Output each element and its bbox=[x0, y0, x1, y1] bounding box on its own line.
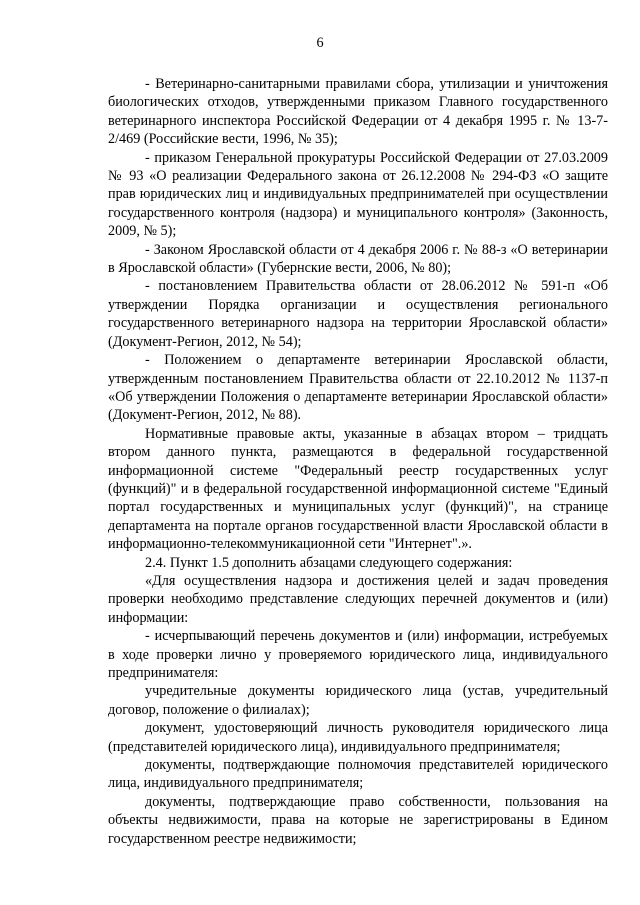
paragraph: - постановлением Правительства области от 28.06.2012 № 591-п «Об утверждении Порядка организации и осуществления регионального государственного ветеринарного надзора на территории Ярославской области» (Документ-Регион, 2012, № 54); bbox=[108, 278, 608, 350]
paragraph: - приказом Генеральной прокуратуры Российской Федерации от 27.03.2009 № 93 «О реализации Федерального закона от 26.12.2008 № 294-ФЗ «О защите прав юридических лиц и индивидуальных предпринимателей при осуществлении государственного контроля (надзора) и муниципального контроля» (Законность, 2009, № 5); bbox=[108, 149, 608, 240]
paragraph: документы, подтверждающие право собственности, пользования на объекты недвижимости, права на которые не зарегистрированы в Едином государственном реестре недвижимости; bbox=[108, 793, 608, 847]
paragraph: «Для осуществления надзора и достижения целей и задач проведения проверки необходимо представление следующих перечней документов и (или) информации: bbox=[108, 572, 608, 626]
paragraph: - Положением о департаменте ветеринарии Ярославской области, утвержденным постановлением Правительства области от 22.10.2012 № 1137-п «Об утверждении Положения о департаменте ветеринарии Ярославской области» (Документ-Регион, 2012, № 88). bbox=[108, 352, 608, 424]
paragraph: - Законом Ярославской области от 4 декабря 2006 г. № 88-з «О ветеринарии в Ярославской области» (Губернские вести, 2006, № 80); bbox=[108, 241, 608, 277]
paragraph: документ, удостоверяющий личность руководителя юридического лица (представителей юридического лица), индивидуального предпринимателя; bbox=[108, 720, 608, 755]
paragraph: - исчерпывающий перечень документов и (или) информации, истребуемых в ходе проверки лично у проверяемого юридического лица, индивидуального предпринимателя: bbox=[108, 628, 608, 681]
paragraph: документы, подтверждающие полномочия представителей юридического лица, индивидуального предпринимателя; bbox=[108, 757, 608, 792]
paragraph: Нормативные правовые акты, указанные в абзацах втором – тридцать втором данного пункта, размещаются в федеральной государственной информационной системе "Федеральный реестр государственных услуг (функций)" и в федеральной государственной информационной системе "Единый портал государственных и муниципальных услуг (функций)", на странице департамента на портале органов государственной власти Ярославской области в информационно-телекоммуникационной сети "Интернет".». bbox=[108, 425, 608, 553]
document-body bbox=[108, 75, 608, 848]
paragraph: 2.4. Пункт 1.5 дополнить абзацами следующего содержания: bbox=[145, 554, 513, 571]
paragraph: учредительные документы юридического лица (устав, учредительный договор, положение о филиалах); bbox=[108, 683, 608, 718]
page-number: 6 bbox=[316, 35, 324, 51]
paragraph: - Ветеринарно-санитарными правилами сбора, утилизации и уничтожения биологических отходов, утвержденными приказом Главного государственного ветеринарного инспектора Российской Федерации от 4 декабря 1995 г. № 13-7-2/469 (Российские вести, 1996, № 35); bbox=[108, 76, 608, 148]
